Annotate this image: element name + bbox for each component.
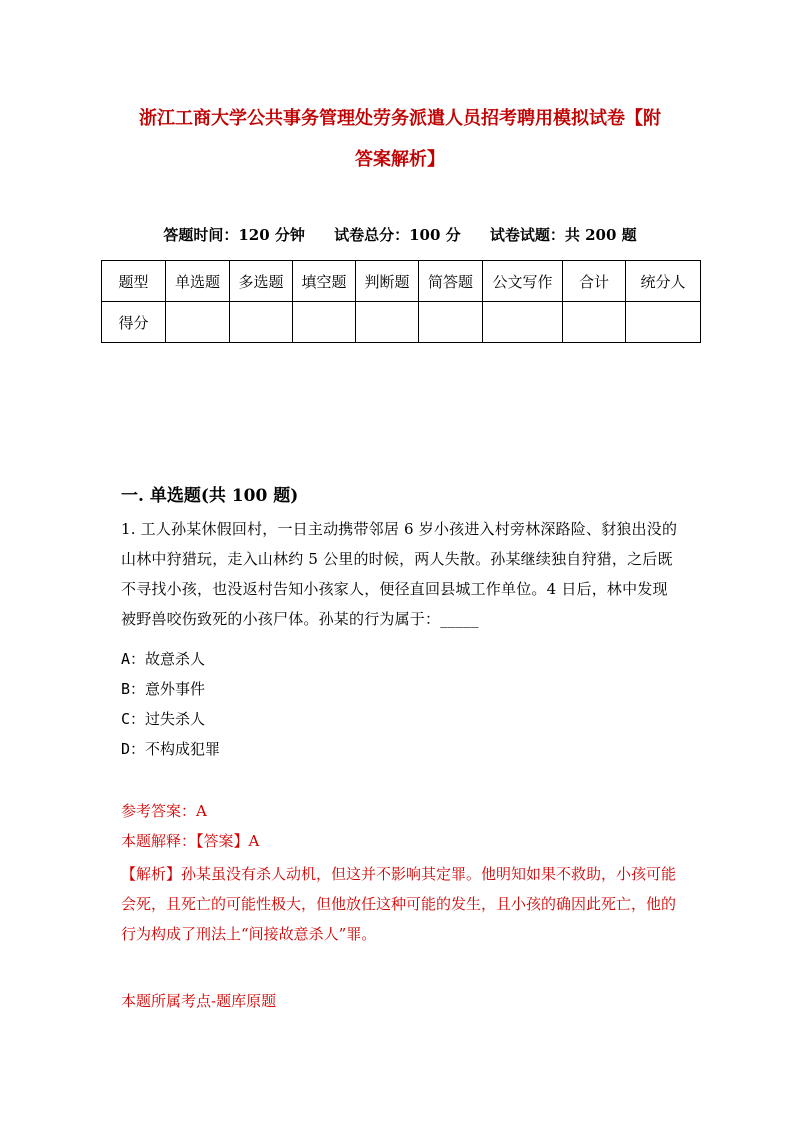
- score-cell: [483, 302, 563, 343]
- score-cell: [356, 302, 419, 343]
- score-cell: [419, 302, 483, 343]
- score-header-row: [102, 261, 701, 302]
- exam-meta: [0, 224, 800, 245]
- option-a: A：故意杀人: [121, 650, 206, 668]
- header-cell: 简答题: [419, 261, 483, 302]
- header-cell: 合计: [563, 261, 626, 302]
- section-title: 一. 单选题(共 100 题): [121, 486, 299, 506]
- explain-label: 本题解释：【答案】A: [121, 832, 260, 850]
- score-cell: [293, 302, 356, 343]
- explain-text: 【解析】孙某虽没有杀人动机，但这并不影响其定罪。他明知如果不救助，小孩可能会死，且死亡的可能性极大，但他放任这种可能的发生，且小孩的确因此死亡，他的行为构成了刑法上“间接故意杀人”罪。: [121, 865, 677, 943]
- exam-count: 试卷试题：共 200 题: [489, 226, 637, 244]
- topic-note: 本题所属考点-题库原题: [121, 992, 277, 1010]
- header-cell: 统分人: [626, 261, 701, 302]
- header-cell: 公文写作: [483, 261, 563, 302]
- score-cell: [230, 302, 293, 343]
- header-cell: 填空题: [293, 261, 356, 302]
- option-c: C：过失杀人: [121, 710, 206, 728]
- header-cell: 题型: [102, 261, 166, 302]
- header-cell: 多选题: [230, 261, 293, 302]
- score-cell: [166, 302, 230, 343]
- exam-time: 答题时间：120 分钟: [163, 226, 305, 244]
- header-cell: 判断题: [356, 261, 419, 302]
- exam-total: 试卷总分：100 分: [334, 226, 461, 244]
- score-cell: [563, 302, 626, 343]
- doc-title-line2: 答案解析】: [355, 149, 445, 170]
- doc-title-line1: 浙江工商大学公共事务管理处劳务派遣人员招考聘用模拟试卷【附: [139, 108, 661, 129]
- reference-answer: 参考答案：A: [121, 802, 207, 820]
- score-cell: [626, 302, 701, 343]
- score-table: [101, 260, 701, 343]
- header-cell: 单选题: [166, 261, 230, 302]
- option-d: D：不构成犯罪: [121, 740, 221, 758]
- row-label: 得分: [102, 302, 166, 343]
- option-b: B：意外事件: [121, 680, 206, 698]
- question-text: 1. 工人孙某休假回村，一日主动携带邻居 6 岁小孩进入村旁林深路险、豺狼出没的山林中狩猎玩，走入山林约 5 公里的时候，两人失散。孙某继续独自狩猎，之后既不寻找小孩，也没返村告知小孩家人，便径直回县城工作单位。4 日后，林中发现被野兽咬伤致死的小孩尸体。孙某的行为属于：_____: [121, 520, 678, 628]
- score-value-row: [102, 302, 701, 343]
